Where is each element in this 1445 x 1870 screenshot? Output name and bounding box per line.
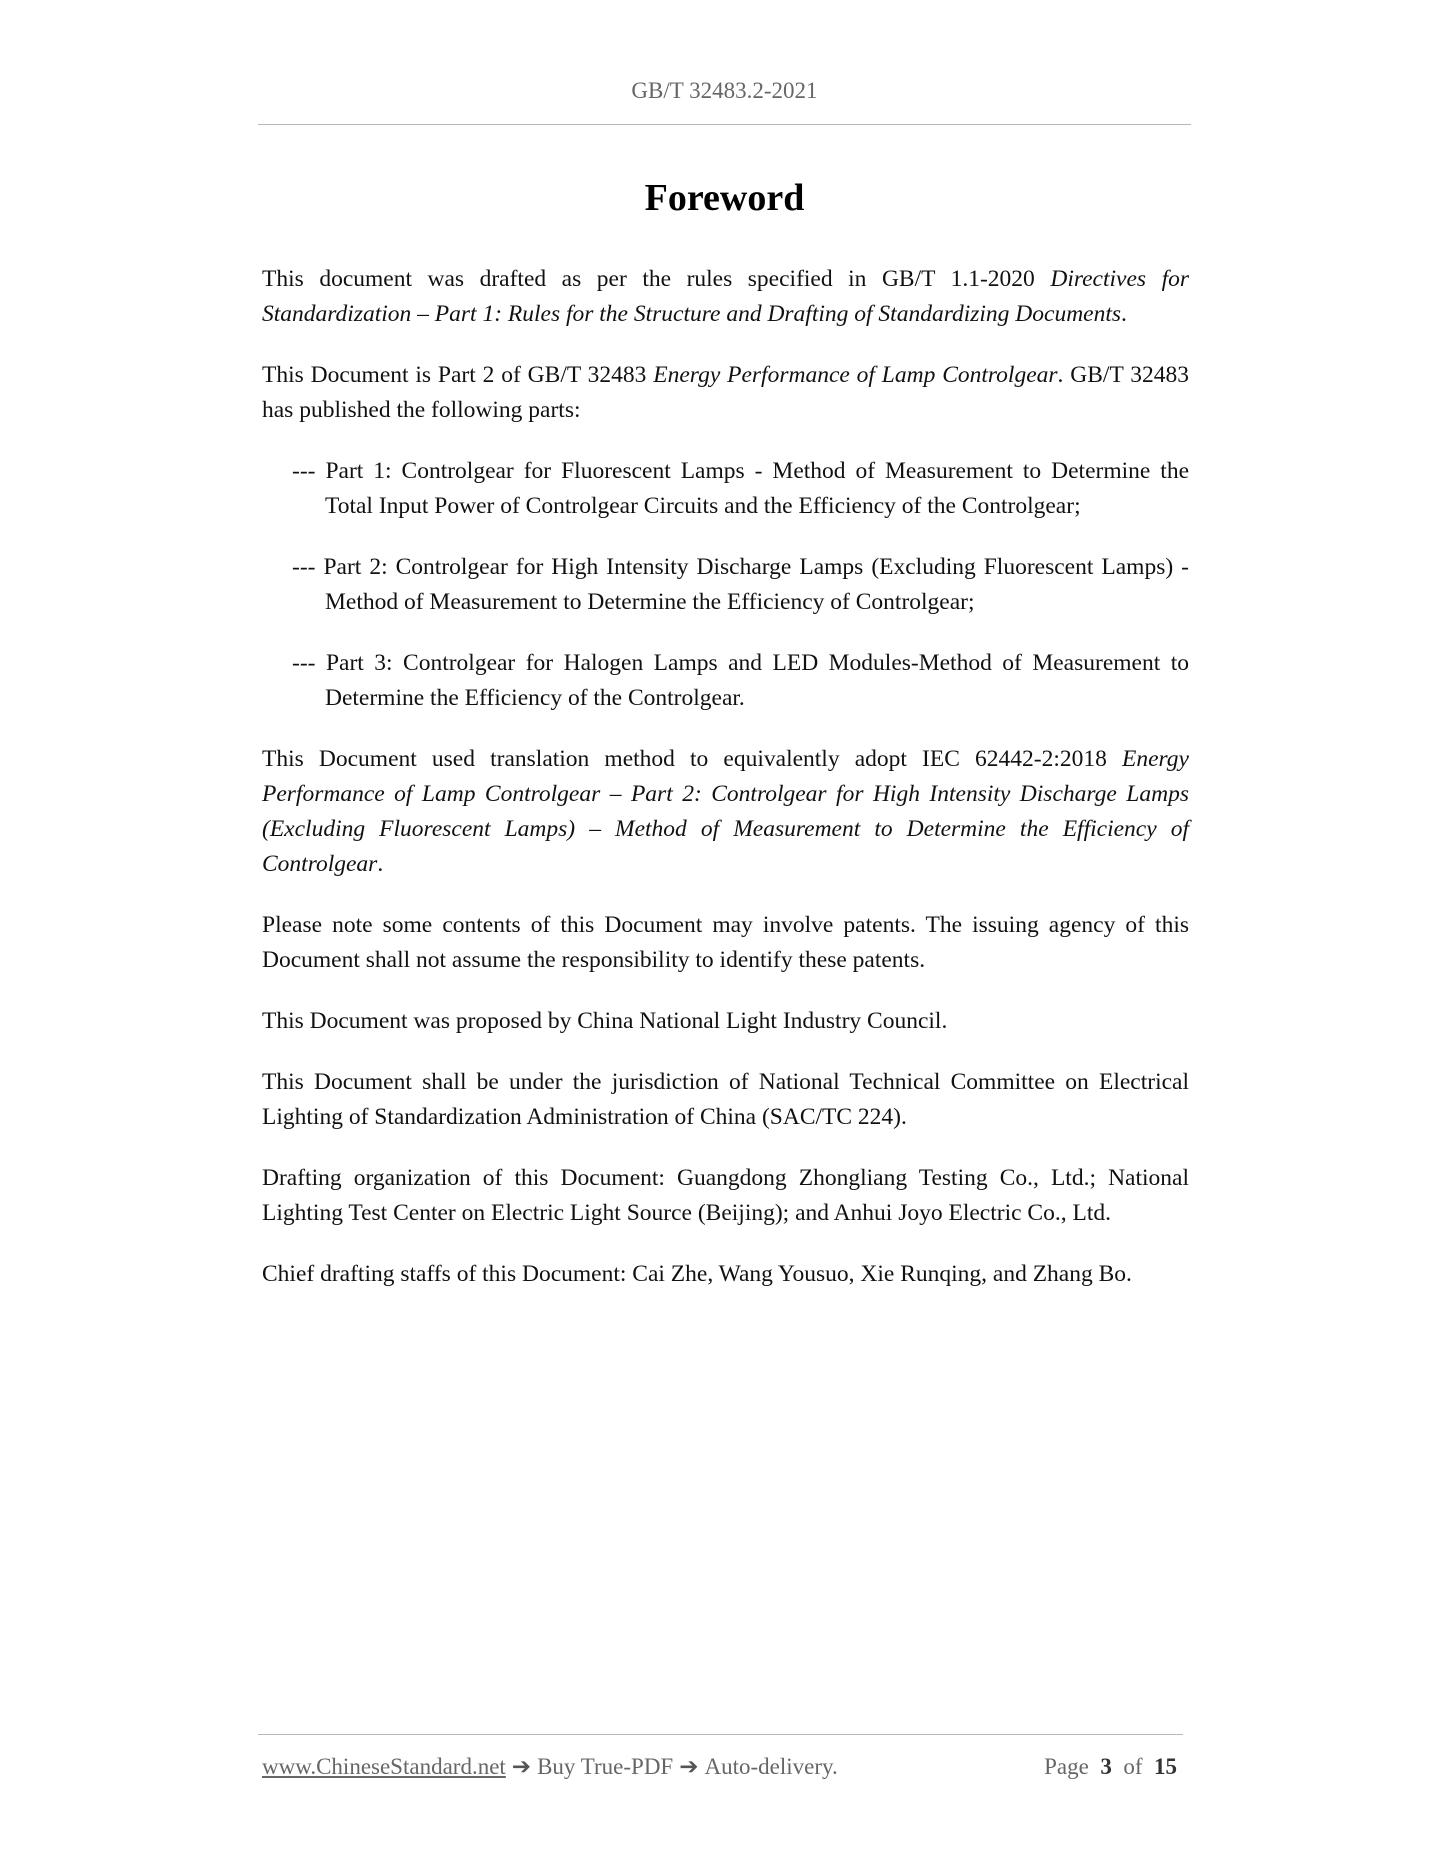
total-pages: 15 [1154, 1754, 1177, 1779]
paragraph-patents: Please note some contents of this Document may involve patents. The issuing agency of this Document shall not assume the responsibility to identify these patents. [262, 912, 1189, 973]
paragraph-text: This Document used translation method to equivalently adopt IEC 62442-2:2018 [262, 746, 1122, 772]
paragraph-drafting-rules [262, 262, 1189, 332]
current-page: 3 [1100, 1754, 1112, 1779]
buy-text: Buy True-PDF [537, 1754, 674, 1779]
paragraph-text: . GB/T 32483 has published the following parts: [262, 362, 1189, 423]
page-title: Foreword [644, 177, 805, 219]
paragraph-drafting-organization: Drafting organization of this Document: Guangdong Zhongliang Testing Co., Ltd.; National Lighting Test Center on Electric Light Source (Beijing); and Anhui Joyo Electric Co., Ltd. [262, 1165, 1189, 1226]
document-body [262, 262, 1189, 1318]
footer-promo [262, 1754, 838, 1780]
arrow-right-icon: ➔ [679, 1754, 699, 1779]
paragraph-adoption [262, 742, 1189, 882]
delivery-text: Auto-delivery. [704, 1754, 838, 1779]
paragraph-drafting-staff: Chief drafting staffs of this Document: Cai Zhe, Wang Yousuo, Xie Runqing, and Zhang Bo. [262, 1261, 1132, 1287]
website-link[interactable]: www.ChineseStandard.net [262, 1754, 506, 1779]
paragraph-part-info [262, 358, 1189, 428]
paragraph-text: . [377, 851, 384, 877]
footer-divider [258, 1734, 1183, 1735]
paragraph-proposer: This Document was proposed by China National Light Industry Council. [262, 1008, 948, 1034]
standard-title: Energy Performance of Lamp Controlgear [653, 362, 1058, 388]
iec-title: Energy Performance of Lamp Controlgear – Part 2: Controlgear for High Intensity Discharge Lamps (Excluding Fluorescent Lamps) – Method of Measurement to Determine the Efficiency of Controlgear [262, 746, 1189, 877]
page-label: Page [1044, 1754, 1089, 1779]
directive-title: Directives for Standardization – Part 1: Rules for the Structure and Drafting of Standardizing Documents [262, 266, 1190, 327]
header-divider [258, 124, 1191, 125]
paragraph-text: . [1121, 301, 1127, 327]
running-header: GB/T 32483.2-2021 [631, 78, 818, 103]
paragraph-text: This Document is Part 2 of GB/T 32483 [262, 362, 654, 388]
paragraph-text: This document was drafted as per the rules specified in GB/T 1.1-2020 [262, 266, 1051, 292]
paragraph-jurisdiction: This Document shall be under the jurisdiction of National Technical Committee on Electrical Lighting of Standardization Administration of China (SAC/TC 224). [262, 1069, 1189, 1130]
arrow-right-icon: ➔ [511, 1754, 532, 1779]
page-number [1044, 1754, 1177, 1780]
list-item-part-3: --- Part 3: Controlgear for Halogen Lamps and LED Modules-Method of Measurement to Determine the Efficiency of the Controlgear. [292, 650, 1189, 711]
list-item-part-1: --- Part 1: Controlgear for Fluorescent Lamps - Method of Measurement to Determine the Total Input Power of Controlgear Circuits and the Efficiency of the Controlgear; [292, 458, 1189, 519]
list-item-part-2: --- Part 2: Controlgear for High Intensity Discharge Lamps (Excluding Fluorescent Lamps) -Method of Measurement to Determine the Efficiency of Controlgear; [292, 554, 1189, 615]
of-label: of [1123, 1754, 1143, 1779]
